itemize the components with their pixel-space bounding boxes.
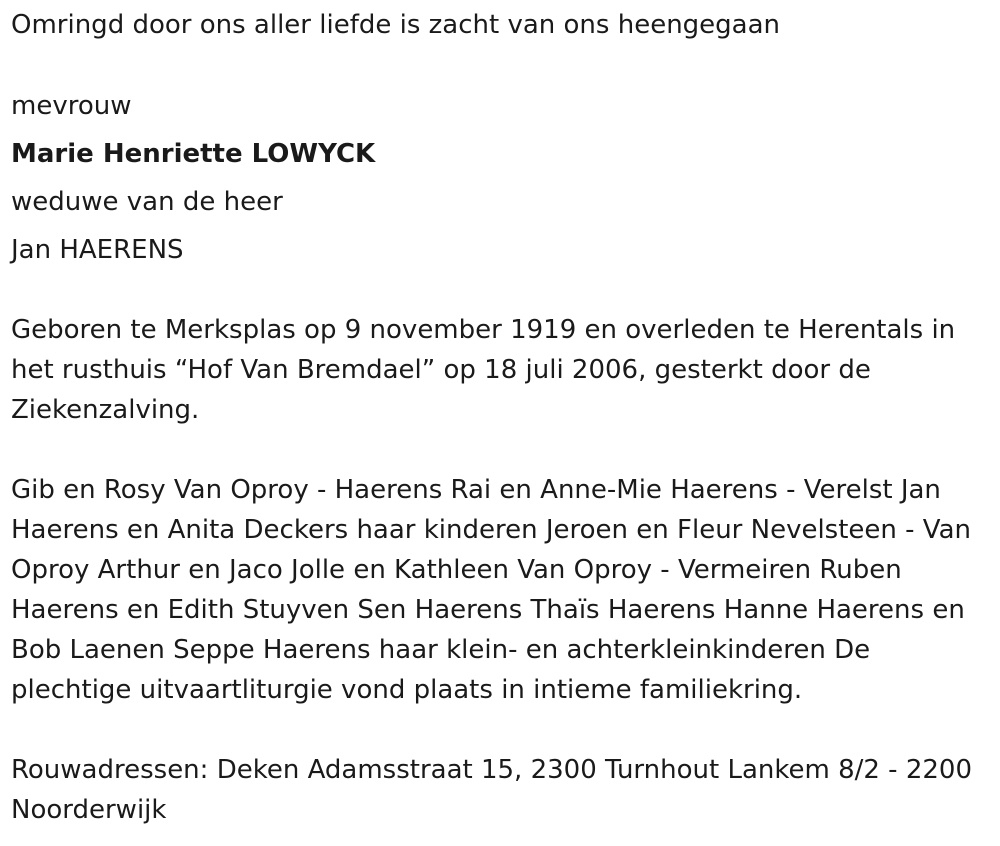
deceased-name: Marie Henriette LOWYCK	[11, 139, 376, 169]
intro-text: Omringd door ons aller liefde is zacht van ons heengegaan	[11, 10, 781, 40]
relation-text: weduwe van de heer	[11, 187, 283, 217]
spouse-name: Jan HAERENS	[11, 235, 184, 265]
addresses-paragraph: Rouwadressen: Deken Adamsstraat 15, 2300 Turnhout Lankem 8/2 - 2200 Noorderwijk	[11, 755, 972, 825]
family-paragraph: Gib en Rosy Van Oproy - Haerens Rai en Anne-Mie Haerens - Verelst Jan Haerens en Anita Deckers haar kinderen Jeroen en Fleur Nevelsteen - Van Oproy Arthur en Jaco Jolle en Kathleen Van Oproy - Vermeiren Ruben Haerens en Edith Stuyven Sen Haerens Thaïs Haerens Hanne Haerens en Bob Laenen Seppe Haerens haar klein- en achterkleinkinderen De plechtige uitvaartliturgie vond plaats in intieme familiekring.	[11, 475, 971, 705]
birth-death-paragraph: Geboren te Merksplas op 9 november 1919 en overleden te Herentals in het rusthuis “Hof Van Bremdael” op 18 juli 2006, gesterkt door de Ziekenzalving.	[11, 315, 956, 425]
title-prefix: mevrouw	[11, 91, 132, 121]
